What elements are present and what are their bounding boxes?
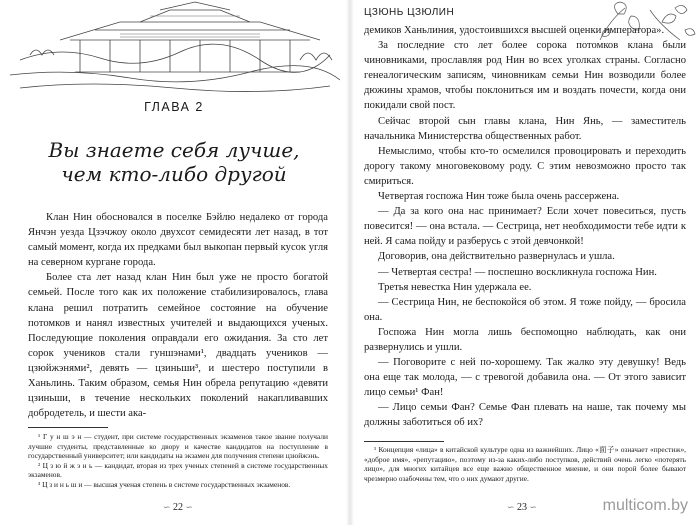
paragraph: Немыслимо, чтобы кто-то осмелился провоцировать и переходить дорогу такому многовековому роду. С этим невозможно просто так смириться. [364,145,686,187]
page-number: 22 [173,502,183,513]
chapter-title [20,138,328,186]
folio-ornament: ∽ [506,502,515,512]
page-number: 23 [517,502,527,513]
watermark: multicom.by [602,497,688,514]
folio-ornament: ∽ [185,502,194,512]
paragraph: Сейчас второй сын главы клана, Нин Янь, — заместитель начальника Министерства общественных работ. [364,115,686,142]
paragraph: — Четвертая сестра! — поспешно воскликнула госпожа Нин. [378,266,657,278]
chapter-title-line1: Вы знаете себя лучше, [48,138,300,162]
footnote: ³ Ц з и н ь ш и — высшая ученая степень в системе государственных экзаменов. [38,479,291,489]
paragraph: — Лицо семьи Фан? Семье Фан плевать на наше, так почему мы должны заботиться об их? [364,402,686,429]
left-footnotes [28,432,328,490]
footnote-rule [364,441,444,442]
footnote: ¹ Концепция «лица» в китайской культуре одна из важнейших. Лицо «面子» означает «престиж», «доброе имя», «репутацию», поэтому из-за каких-либо поступков, действий очень легко «потерять лицо», для многих китайцев все еще важно общественное мнение, и они порой более бывают чрезмерно озабочены тем, что о них думают другие. [364,445,686,483]
paragraph: демиков Ханьлиния, удостоившихся высшей оценки императора». [364,25,665,36]
paragraph: — Сестрица Нин, не беспокойся об этом. Я тоже пойду, — бросила она. [364,296,686,323]
paragraph: Клан Нин обосновался в поселке Бэйлю недалеко от города Янчэн уезда Цзэчжоу около двухсот семидесяти лет назад, в тот самый момент, когда их предками был выкопан первый кусок угля на северном кургане города. [28,212,328,269]
folio-ornament: ∽ [162,502,171,512]
left-page-number [148,502,208,513]
footnote-rule [28,427,108,428]
paragraph: Более ста лет назад клан Нин был уже не просто богатой семьей. После того как их положение стабилизировалось, глава клана решил потратить семейное состояние на обучение потомков и нанял известных учителей и выдающихся ученых. Последующие поколения оправдали его ожидания. За сто лет сорок учеников стали гуншэнами¹, двадцать учеников — цзюйжэнями², девять — цзиньши³, и шестеро поступили в Ханьлинь. Таким образом, семья Нин обрела репутацию «девяти цзиньши, в течение нескольких поколений накапливавших добродетель, и шести ака- [28,272,328,420]
footnote: ¹ Г у н ш э н — студент, при системе государственных экзаменов такое звание получали лучшие студенты, представленные ко двору и качестве кандидатов на поступление в государственный университет; или кандидаты на экзамен для получения степени цзюйжэнь. [28,432,328,461]
paragraph: Четвертая госпожа Нин тоже была очень рассержена. [378,191,620,203]
paragraph: — Поговорите с ней по-хорошему. Так жалко эту девушку! Ведь она еще так молода, — с тревогой добавила она. — От этого зависит лицо семьи¹ Фан! [364,357,686,399]
right-footnotes [364,445,686,483]
chapter-label: ГЛАВА 2 [144,100,204,114]
paragraph: За последние сто лет более сорока потомков клана были чиновниками, прославляя род Нин во всех уголках страны. Согласно генеалогическим записям, чиновникам семьи Нин возводили более дюжины храмов, чтобы поклониться им и воздать почести, когда они покидали свой пост. [364,40,686,112]
footnote: ² Ц з ю й ж э н ь — кандидат, вторая из трех ученых степеней в системе государственных экзаменов. [28,460,328,480]
left-body-text [28,210,328,421]
paragraph: Госпожа Нин могла лишь беспомощно наблюдать, как они развернулись и ушли. [364,326,686,353]
palace-illustration [0,0,348,98]
paragraph: — Да за кого она нас принимает? Если хочет повеситься, пусть повесится! — она встала. — Сестрица, нет необходимости тебе идти к ней. Я сама пойду и разберусь с этой девчонкой! [364,206,686,248]
folio-ornament: ∽ [529,502,538,512]
running-head: ЦЗЮНЬ ЦЗЮЛИН [364,7,455,18]
chapter-title-line2: чем кто-либо другой [61,162,287,186]
right-page-number [492,502,552,513]
paragraph: Третья невестка Нин удержала ее. [378,281,532,293]
paragraph: Договорив, она действительно развернулась и ушла. [378,251,615,263]
right-body-text [364,23,686,431]
